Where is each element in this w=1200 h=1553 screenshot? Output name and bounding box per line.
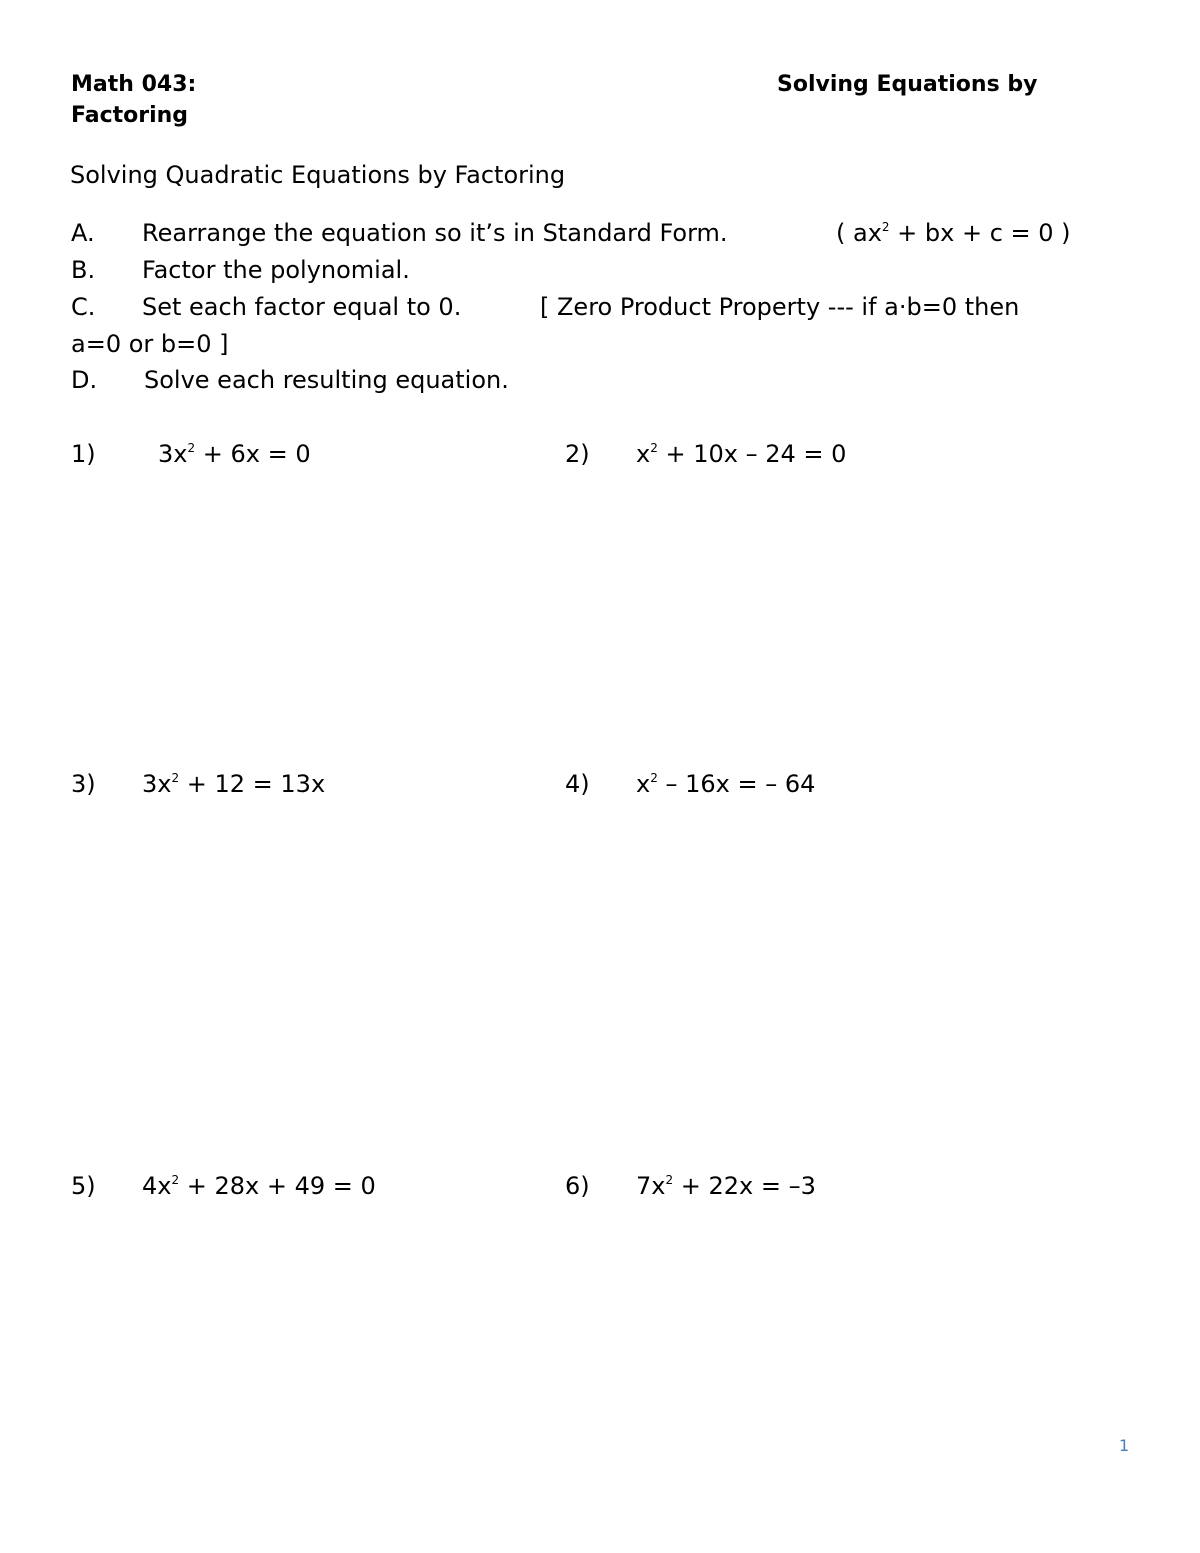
zero-product-note-line1: [ Zero Product Property --- if a·b=0 then xyxy=(540,293,1020,321)
problem-5 xyxy=(71,1172,376,1200)
equation-lhs: 4x xyxy=(142,1172,172,1200)
equation-lhs: 7x xyxy=(636,1172,666,1200)
step-c xyxy=(71,293,461,321)
exponent: 2 xyxy=(650,441,658,455)
equation-rest: + 10x – 24 = 0 xyxy=(657,440,847,468)
equation-rest: – 16x = – 64 xyxy=(657,770,816,798)
step-label: C. xyxy=(71,293,96,321)
step-label: B. xyxy=(71,256,96,284)
step-label: D. xyxy=(71,366,98,394)
step-label: A. xyxy=(71,219,95,247)
problem-number: 5) xyxy=(71,1172,96,1200)
equation-lhs: x xyxy=(636,770,651,798)
exponent: 2 xyxy=(665,1173,674,1187)
problem-6 xyxy=(565,1172,816,1200)
step-d xyxy=(71,366,509,394)
equation-rest: + 6x = 0 xyxy=(195,440,311,468)
step-text: Rearrange the equation so it’s in Standard Form. xyxy=(142,219,728,247)
problem-number: 6) xyxy=(565,1172,590,1200)
problem-1 xyxy=(71,440,311,468)
header-title-part1: Solving Equations by xyxy=(777,72,1038,97)
problem-number: 1) xyxy=(71,440,96,468)
problem-2 xyxy=(565,440,846,468)
problem-3 xyxy=(71,770,325,798)
exponent: 2 xyxy=(187,441,196,455)
page-number: 1 xyxy=(1119,1436,1130,1455)
step-text: Solve each resulting equation. xyxy=(144,366,509,394)
formula-exponent: 2 xyxy=(881,220,890,234)
step-text: Factor the polynomial. xyxy=(142,256,410,284)
exponent: 2 xyxy=(650,771,658,785)
formula-post: + bx + c = 0 ) xyxy=(889,219,1071,247)
problem-number: 4) xyxy=(565,770,590,798)
header-title-part2: Factoring xyxy=(71,103,189,128)
equation-rest: + 28x + 49 = 0 xyxy=(179,1172,376,1200)
equation-lhs: x xyxy=(636,440,651,468)
equation-lhs: 3x xyxy=(158,440,188,468)
step-b xyxy=(71,256,410,284)
equation-rest: + 22x = –3 xyxy=(673,1172,816,1200)
formula-pre: ( ax xyxy=(836,219,882,247)
step-text: Set each factor equal to 0. xyxy=(142,293,462,321)
equation-rest: + 12 = 13x xyxy=(179,770,326,798)
problem-number: 2) xyxy=(565,440,590,468)
step-a xyxy=(71,219,728,247)
standard-form-formula xyxy=(836,219,1071,247)
exponent: 2 xyxy=(171,771,180,785)
zero-product-note-line2: a=0 or b=0 ] xyxy=(71,330,229,358)
course-label: Math 043: xyxy=(71,72,197,97)
equation-lhs: 3x xyxy=(142,770,172,798)
problem-4 xyxy=(565,770,815,798)
exponent: 2 xyxy=(171,1173,180,1187)
problem-number: 3) xyxy=(71,770,96,798)
section-title: Solving Quadratic Equations by Factoring xyxy=(70,161,566,189)
